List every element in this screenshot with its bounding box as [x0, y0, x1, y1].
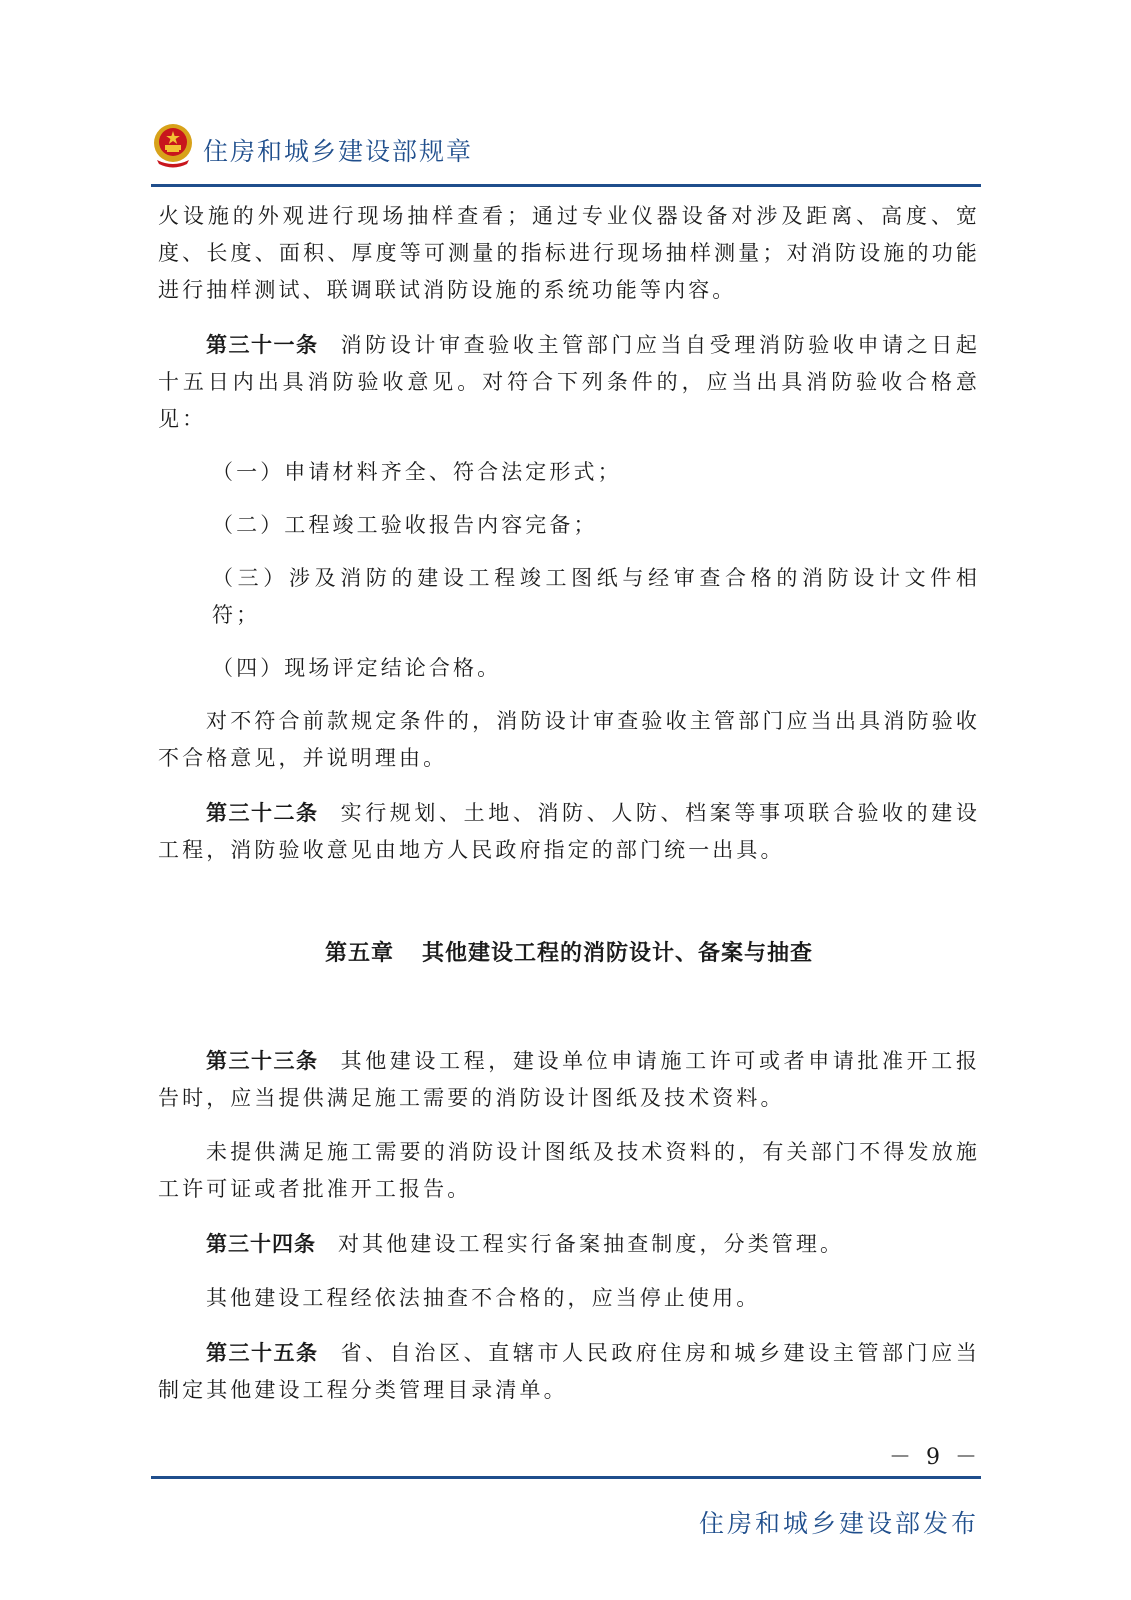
paragraph-continued: 火设施的外观进行现场抽样查看；通过专业仪器设备对涉及距离、高度、宽度、长度、面积、厚度等可测量的指标进行现场抽样测量；对消防设施的功能进行抽样测试、联调联试消防设施的系统功能等内容。	[158, 204, 980, 302]
page-header	[151, 122, 981, 176]
article-35	[158, 1334, 980, 1409]
article-33	[158, 1042, 980, 1117]
article-35-text: 省、自治区、直辖市人民政府住房和城乡建设主管部门应当制定其他建设工程分类管理目录清单。	[158, 1341, 981, 1402]
paragraph-unprovided: 未提供满足施工需要的消防设计图纸及技术资料的，有关部门不得发放施工许可证或者批准开工报告。	[158, 1140, 980, 1201]
article-31-title: 第三十一条	[206, 332, 319, 357]
condition-item-4: （四）现场评定结论合格。	[212, 656, 502, 680]
document-body	[158, 198, 980, 1409]
condition-item-2: （二）工程竣工验收报告内容完备；	[212, 513, 598, 537]
article-35-title: 第三十五条	[206, 1340, 319, 1365]
article-32	[158, 794, 980, 869]
footer-publisher: 住房和城乡建设部发布	[698, 1509, 979, 1538]
header-divider	[151, 184, 981, 187]
chapter-heading	[158, 935, 980, 972]
paragraph-nonconforming: 对不符合前款规定条件的，消防设计审查验收主管部门应当出具消防验收不合格意见，并说明理由。	[158, 709, 980, 770]
national-emblem-icon	[151, 122, 195, 168]
article-34	[158, 1225, 980, 1263]
article-31	[158, 326, 980, 438]
article-33-title: 第三十三条	[206, 1048, 319, 1073]
chapter-number: 第五章	[324, 941, 394, 966]
condition-item-1: （一）申请材料齐全、符合法定形式；	[212, 460, 622, 484]
paragraph-stop-use: 其他建设工程经依法抽查不合格的，应当停止使用。	[206, 1286, 761, 1310]
condition-item-3: （三）涉及消防的建设工程竣工图纸与经审查合格的消防设计文件相符；	[212, 566, 980, 627]
article-31-text: 消防设计审查验收主管部门应当自受理消防验收申请之日起十五日内出具消防验收意见。对符合下列条件的，应当出具消防验收合格意见：	[158, 333, 981, 431]
article-34-title: 第三十四条	[206, 1231, 316, 1256]
chapter-title: 其他建设工程的消防设计、备案与抽查	[422, 941, 814, 966]
article-32-text: 实行规划、土地、消防、人防、档案等事项联合验收的建设工程，消防验收意见由地方人民政府指定的部门统一出具。	[158, 801, 981, 862]
article-34-text: 对其他建设工程实行备案抽查制度，分类管理。	[338, 1232, 845, 1256]
header-title: 住房和城乡建设部规章	[203, 137, 474, 166]
footer-divider	[151, 1476, 981, 1479]
article-32-title: 第三十二条	[206, 800, 319, 825]
page-number: － 9 －	[889, 1445, 981, 1470]
article-33-text: 其他建设工程，建设单位申请施工许可或者申请批准开工报告时，应当提供满足施工需要的消防设计图纸及技术资料。	[158, 1049, 981, 1110]
